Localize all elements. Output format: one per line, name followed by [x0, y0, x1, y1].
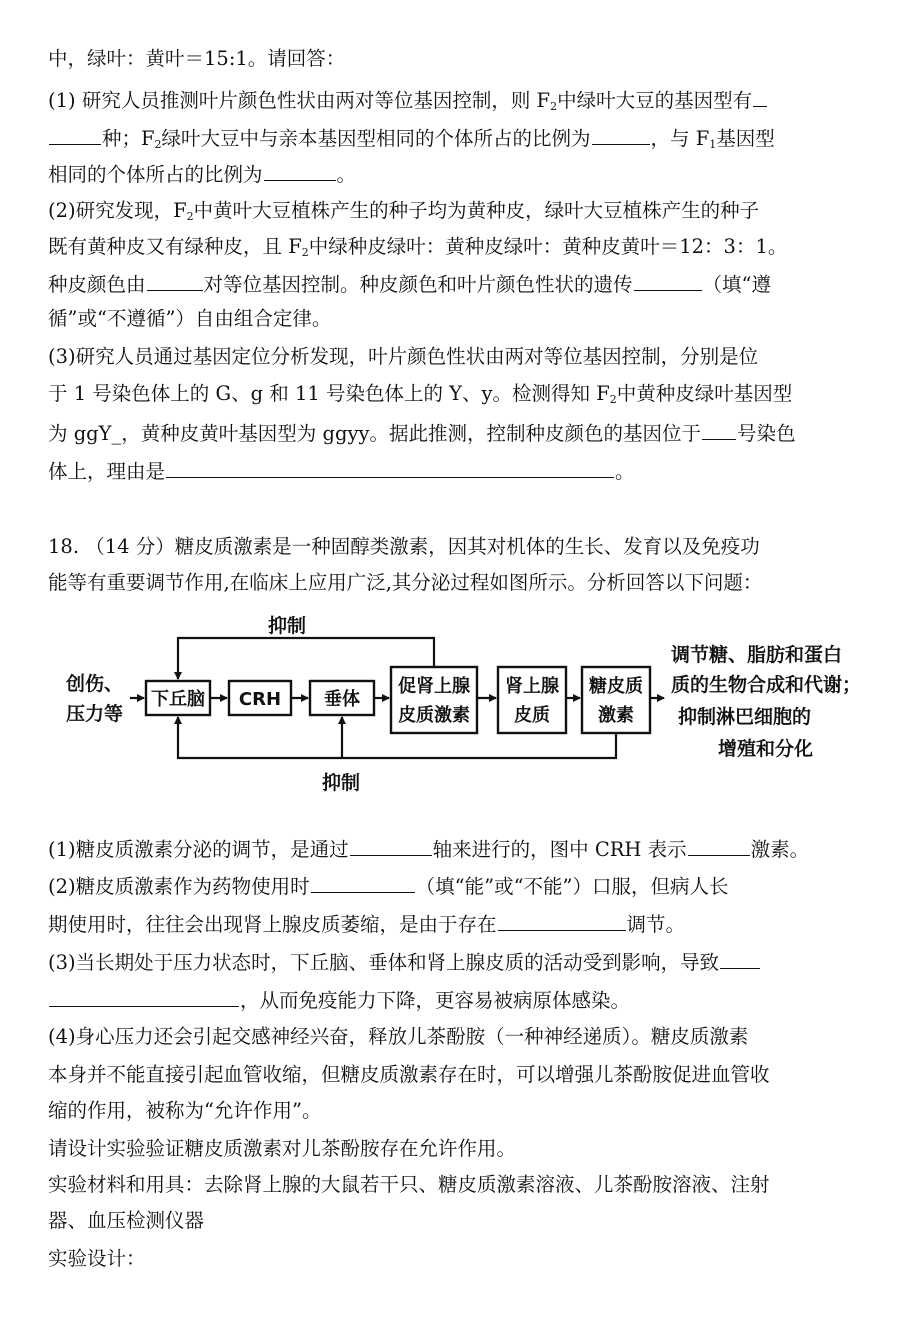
q18-part4-line7: 实验设计：: [48, 1247, 146, 1270]
answer-blank[interactable]: [350, 835, 432, 856]
effect-text-1: 调节糖、脂肪和蛋白: [671, 644, 843, 666]
answer-blank[interactable]: [634, 270, 702, 291]
box-adrenal-label-2: 皮质: [514, 705, 550, 726]
q17-part3-line3: 为 ggY_，黄种皮黄叶基因型为 ggyy。据此推测，控制种皮颜色的基因位于 号染色: [48, 419, 858, 447]
q18-part2-line2: 期使用时，往往会出现肾上腺皮质萎缩，是由于存在 调节。: [48, 910, 858, 938]
q17-part1-line2: 种；$F_2$绿叶大豆中与亲本基因型相同的个体所占的比例为 ，与 $F_1$基因型: [48, 124, 858, 152]
box-glucocorticoid-label-1: 糖皮质: [589, 676, 643, 697]
q17-part1-line3: 相同的个体所占的比例为 。: [48, 160, 858, 188]
q17-part1-line1: (1) 研究人员推测叶片颜色性状由两对等位基因控制，则 $F_2$中绿叶大豆的基因型有: [48, 86, 858, 114]
q17-part2-line3: 种皮颜色由 对等位基因控制。种皮颜色和叶片颜色性状的遗传 （填“遵: [48, 270, 858, 298]
answer-blank[interactable]: [702, 419, 736, 440]
q18-part4-line6: 器、血压检测仪器: [48, 1209, 205, 1232]
answer-blank[interactable]: [166, 457, 614, 478]
q17-part2-line2: 既有黄种皮又有绿种皮，且 $F_2$中绿种皮绿叶：黄种皮绿叶：黄种皮黄叶＝12：3：1。: [48, 235, 788, 259]
effect-text-4: 增殖和分化: [718, 738, 814, 760]
input-label-trauma: 创伤、: [66, 673, 124, 695]
q18-header-line2: 能等有重要调节作用,在临床上应用广泛,其分泌过程如图所示。分析回答以下问题：: [48, 571, 763, 594]
answer-blank[interactable]: [264, 160, 336, 181]
q18-part3-line1: (3)当长期处于压力状态时，下丘脑、垂体和肾上腺皮质的活动受到影响，导致: [48, 948, 858, 976]
q18-part2-line1: (2)糖皮质激素作为药物使用时 （填“能”或“不能”）口服，但病人长: [48, 872, 858, 900]
answer-blank[interactable]: [147, 270, 203, 291]
answer-blank[interactable]: [688, 835, 750, 856]
q18-part1-line: (1)糖皮质激素分泌的调节，是通过 轴来进行的，图中 CRH 表示 激素。: [48, 835, 858, 863]
q17-part2-line1: (2)研究发现，$F_2$中黄叶大豆植株产生的种子均为黄种皮，绿叶大豆植株产生的种子: [48, 199, 760, 223]
answer-blank[interactable]: [311, 872, 415, 893]
box-hypothalamus-label: 下丘脑: [151, 689, 205, 710]
answer-blank[interactable]: [592, 124, 650, 145]
q17-intro-line: 中，绿叶：黄叶＝15:1。请回答：: [48, 47, 346, 70]
feedback-line-bottom: [178, 717, 616, 758]
inhibit-label-bottom: 抑制: [322, 772, 361, 794]
q17-part3-line2: 于 1 号染色体上的 G、g 和 11 号染色体上的 Y、y。检测得知 $F_2$中黄种皮绿叶基因型: [48, 382, 793, 406]
q17-part3-line4: 体上，理由是 。: [48, 457, 858, 485]
hormone-regulation-diagram: [0, 608, 900, 798]
q17-part3-line1: (3)研究人员通过基因定位分析发现，叶片颜色性状由两对等位基因控制，分别是位: [48, 345, 759, 368]
q18-part4-line3: 缩的作用，被称为“允许作用”。: [48, 1099, 322, 1122]
feedback-line-top: [178, 638, 434, 679]
answer-blank[interactable]: [720, 948, 760, 969]
box-crh-label: CRH: [238, 689, 282, 710]
q18-part4-line4: 请设计实验验证糖皮质激素对儿茶酚胺存在允许作用。: [48, 1137, 517, 1160]
box-pituitary-label: 垂体: [324, 689, 360, 710]
box-acth-label-2: 皮质激素: [398, 705, 470, 726]
q18-part4-line1: (4)身心压力还会引起交感神经兴奋，释放儿茶酚胺（一种神经递质）。糖皮质激素: [48, 1025, 749, 1048]
q18-part3-line2: ，从而免疫能力下降，更容易被病原体感染。: [48, 986, 858, 1014]
answer-blank[interactable]: [49, 124, 101, 145]
box-acth-label-1: 促肾上腺: [398, 676, 470, 697]
q18-header-line1: 18. （14 分）糖皮质激素是一种固醇类激素，因其对机体的生长、发育以及免疫功: [48, 535, 760, 558]
answer-blank[interactable]: [753, 86, 767, 107]
box-adrenal-label-1: 肾上腺: [505, 676, 559, 697]
inhibit-label-top: 抑制: [268, 615, 307, 637]
answer-blank[interactable]: [49, 986, 239, 1007]
box-glucocorticoid-label-2: 激素: [598, 705, 634, 726]
effect-text-2: 质的生物合成和代谢；: [671, 674, 862, 696]
q17-part2-line4: 循”或“不遵循”）自由组合定律。: [48, 307, 332, 330]
effect-text-3: 抑制淋巴细胞的: [678, 706, 812, 728]
q18-part4-line2: 本身并不能直接引起血管收缩，但糖皮质激素存在时，可以增强儿茶酚胺促进血管收: [48, 1063, 770, 1086]
answer-blank[interactable]: [498, 910, 626, 931]
input-label-stress: 压力等: [66, 703, 124, 725]
q18-part4-line5: 实验材料和用具：去除肾上腺的大鼠若干只、糖皮质激素溶液、儿茶酚胺溶液、注射: [48, 1173, 770, 1196]
